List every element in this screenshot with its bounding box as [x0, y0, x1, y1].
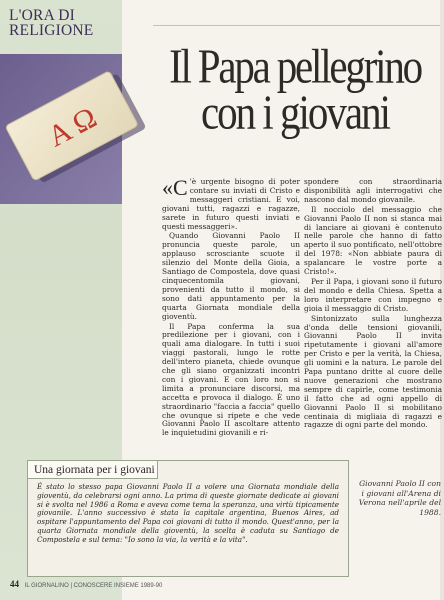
rubric-line-2: RELIGIONE [9, 22, 94, 39]
title-line-1: Il Papa pellegrino [169, 38, 421, 94]
paragraph-4: spondere con straordinaria disponibilità agli interrogativi che nascono dal mondo giovanile. [304, 177, 442, 204]
paragraph-7: Sintonizzato sulla lunghezza d'onda delle tensioni giovanili, Giovanni Paolo II invita ripetutamente i giovani all'amore per Cristo e per la verità, la Chiesa, gli uomini e la natura. Le parole del Papa puntano dritte al cuore delle nuove generazioni che mostrano sempre di capirle, come testimonia il fatto che ad ogni appello di Giovanni Paolo II si mobilitano centinaia di migliaia di ragazzi e ragazze di ogni parte del mondo. [304, 313, 442, 430]
article-column-1 [162, 175, 300, 439]
paragraph-5: Il nocciolo del messaggio che Giovanni Paolo II non si stanca mai di lanciare ai giovani è contenuto nelle parole che hanno di fatto aperto il suo pontificato, nell'ottobre del 1978: «Non abbiate paura di spalancare le vostre porte a Cristo!». [304, 204, 442, 277]
photo-caption: Giovanni Paolo II con i giovani all'Arena di Verona nell'aprile del 1988. [358, 479, 441, 517]
rubric-line-1: L'ORA DI [9, 7, 75, 24]
title-line-2: con i giovani [200, 84, 390, 140]
box-heading: Una giornata per i giovani [28, 461, 158, 479]
article-title [150, 38, 440, 140]
section-rubric [9, 8, 115, 38]
footer-text: IL GIORNALINO | CONOSCERE INSIEME 1989-90 [24, 583, 163, 589]
page-number: 44 [10, 579, 19, 589]
article-column-2 [304, 178, 442, 431]
box-text: È stato lo stesso papa Giovanni Paolo II a volere una Giornata mondiale della gioventù, da celebrarsi ogni anno. La prima di queste giornate dedicate ai giovani si è svolta nel 1986 a Roma e aveva come tema la speranza, una virtù tipicamente giovanile. L'anno successivo è stata la capitale argentina, Buenos Aires, ad ospitare l'appuntamento del Papa coi giovani di tutto il mondo. Quest'anno, per la quarta Giornata mondiale della gioventù, la scelta è caduta su Santiago de Compostela e sul tema: "Io sono la via, la verità e la vita". [37, 482, 339, 544]
drop-cap: «C [162, 175, 188, 200]
tile-glyphs: A Ω [42, 100, 103, 154]
paragraph-6: Per il Papa, i giovani sono il futuro del mondo e della Chiesa. Spetta a loro interpretare con impegno e gioia il messaggio di Cristo. [304, 276, 442, 313]
title-rule [153, 25, 440, 26]
sidebar-box [27, 460, 349, 577]
paragraph-3: Il Papa conferma la sua predilezione per i giovani, con i quali ama dialogare. In tutti i suoi viaggi pastorali, lungo le rotte dell'intero pianeta, chiede ovunque che gli siano organizzati incontri con i giovani. E con loro non si limita a pronunciare discorsi, ma accetta e provoca il dialogo. È uno straordinario "faccia a faccia" quello che ovunque si ripete e che vede Giovanni Paolo II ascoltare attento le inquietudini giovanili e ri- [162, 321, 300, 438]
paragraph-1 [162, 175, 300, 231]
paragraph-2: Quando Giovanni Paolo II pronuncia queste parole, un applauso scrosciante scuote il silenzio del Monte della Gioia, a Santiago de Compostela, dove quasi cinquecentomila giovani, provenienti da tutto il mondo, si sono dati appuntamento per la quarta Giornata mondiale della gioventù. [162, 231, 300, 321]
alpha-omega-tile-photo [0, 54, 150, 204]
paragraph-1-text: 'è urgente bisogno di poter contare su inviati di Cristo e messaggeri cristiani. E voi, giovani tutti, ragazzi e ragazze, sarete in futuro questi inviati e questi messaggeri». [162, 177, 300, 231]
page-footer [10, 580, 310, 590]
